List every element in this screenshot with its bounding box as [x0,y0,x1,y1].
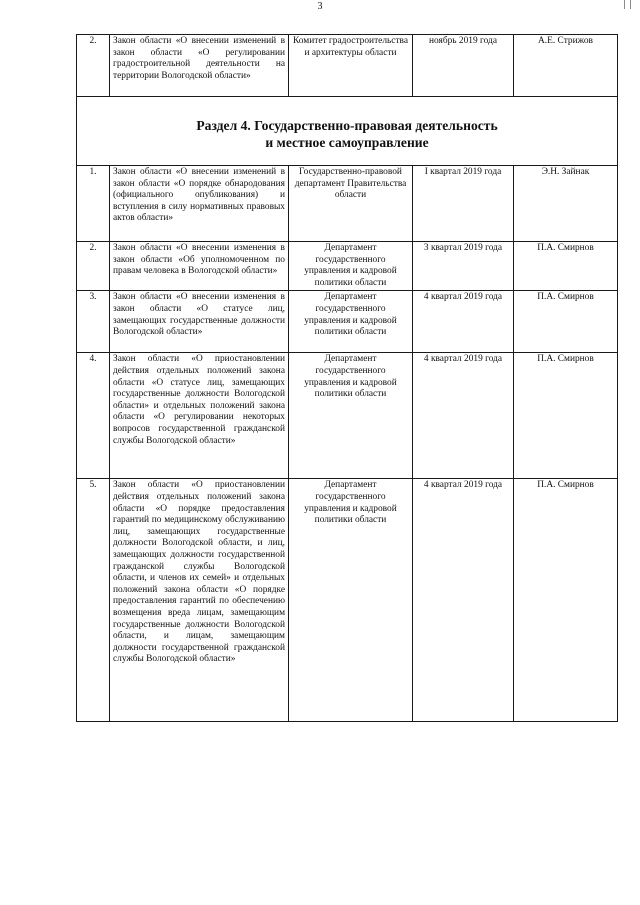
corner-mark: | | [623,0,632,10]
executor: Департамент государственного управления и кадровой политики области [289,242,413,291]
row-number: 2. [77,35,110,97]
row-number: 2. [77,242,110,291]
responsible-person: П.А. Смирнов [514,242,618,291]
deadline: 4 квартал 2019 года [413,479,514,722]
section-row [77,97,618,166]
row-number: 3. [77,291,110,353]
table-row [77,242,618,291]
table-row [77,291,618,353]
row-number: 4. [77,353,110,479]
responsible-person: П.А. Смирнов [514,353,618,479]
row-number: 1. [77,166,110,242]
table-row [77,35,618,97]
deadline: 4 квартал 2019 года [413,291,514,353]
law-title: Закон области «О приостановлении действия отдельных положений закона области «О статусе лиц, замещающих государственные должности Вологодской области» и отдельных положений закона области «О регулировании некоторых вопросов государственной гражданской службы Вологодской области» [110,353,289,479]
table-row [77,479,618,722]
executor: Государственно-правовой департамент Правительства области [289,166,413,242]
section-title-line1: Раздел 4. Государственно-правовая деятельность [196,118,498,133]
law-title: Закон области «О внесении изменений в закон области «О регулировании градостроительной деятельности на территории Вологодской области» [110,35,289,97]
deadline: I квартал 2019 года [413,166,514,242]
responsible-person: П.А. Смирнов [514,291,618,353]
deadline: 4 квартал 2019 года [413,353,514,479]
executor: Департамент государственного управления и кадровой политики области [289,353,413,479]
plan-table [76,34,618,722]
executor: Департамент государственного управления и кадровой политики области [289,479,413,722]
responsible-person: А.Е. Стрижов [514,35,618,97]
law-title: Закон области «О внесении изменения в закон области «О статусе лиц, замещающих государственные должности Вологодской области» [110,291,289,353]
responsible-person: Э.Н. Зайнак [514,166,618,242]
executor: Комитет градостроительства и архитектуры области [289,35,413,97]
table-row [77,166,618,242]
law-title: Закон области «О приостановлении действия отдельных положений закона области «О порядке предоставления гарантий по медицинскому обслуживанию лиц, замещающих государственные должности Вологодской области, и лиц, замещающих должности государственной гражданской службы Вологодской области, и членов их семей» и отдельных положений закона области «О порядке предоставления гарантий по обеспечению возмещения вреда лицам, замещающим государственные должности Вологодской области, и лицам, замещающим должности государственной гражданской службы Вологодской области» [110,479,289,722]
deadline: ноябрь 2019 года [413,35,514,97]
section-title-line2: и местное самоуправление [265,135,429,150]
executor: Департамент государственного управления и кадровой политики области [289,291,413,353]
law-title: Закон области «О внесении изменения в закон области «Об уполномоченном по правам человека в Вологодской области» [110,242,289,291]
deadline: 3 квартал 2019 года [413,242,514,291]
row-number: 5. [77,479,110,722]
table-row [77,353,618,479]
page-number: 3 [317,1,323,12]
law-title: Закон области «О внесении изменений в закон области «О порядке обнародования (официального опубликования) и вступления в силу нормативных правовых актов области» [110,166,289,242]
section-title [77,97,618,166]
responsible-person: П.А. Смирнов [514,479,618,722]
